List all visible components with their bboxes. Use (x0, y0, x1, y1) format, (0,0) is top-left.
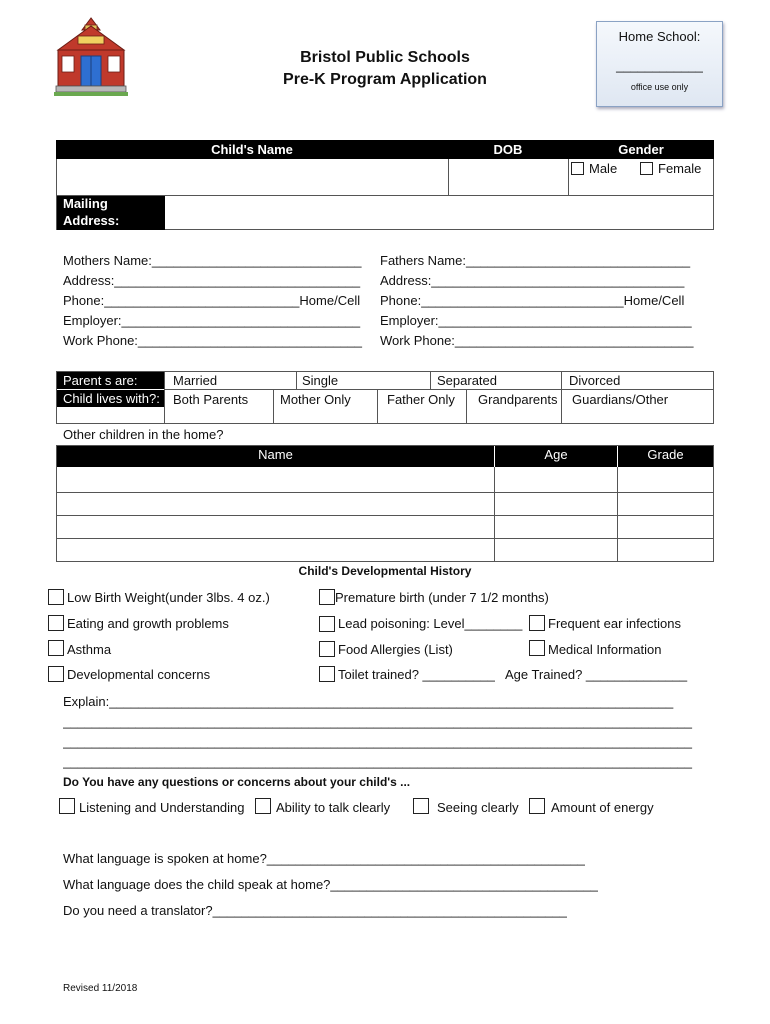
lead-poisoning-checkbox[interactable] (319, 616, 335, 632)
option-grandparents[interactable]: Grandparents (478, 392, 558, 407)
male-label: Male (589, 161, 618, 176)
explain-line-3[interactable]: _______________________________________________________________________________________ (63, 754, 693, 769)
mother-phone-field[interactable]: Phone:___________________________Home/Cell (63, 293, 361, 308)
explain-line-1[interactable]: _______________________________________________________________________________________ (63, 714, 693, 729)
language-child-field[interactable]: What language does the child speak at home?_____________________________________ (63, 877, 598, 892)
male-checkbox[interactable] (571, 162, 584, 175)
option-single[interactable]: Single (302, 373, 339, 388)
header-age-text: Age (544, 447, 568, 462)
low-birth-weight-checkbox[interactable] (48, 589, 64, 605)
parents-are-label: Parent s are: (57, 372, 164, 389)
father-phone-field[interactable]: Phone:____________________________Home/Cell (380, 293, 685, 308)
listening-checkbox[interactable] (59, 798, 75, 814)
table-row[interactable] (57, 493, 713, 515)
header-name-text: Name (258, 447, 293, 462)
lead-poisoning-label: Lead poisoning: Level________ (338, 616, 523, 631)
ear-infections-label: Frequent ear infections (548, 616, 681, 631)
childs-name-field[interactable] (57, 160, 447, 194)
father-name-field[interactable]: Fathers Name:_______________________________ (380, 253, 691, 268)
father-address-field[interactable]: Address:___________________________________ (380, 273, 685, 288)
listening-label: Listening and Understanding (79, 800, 245, 815)
table-header-age (495, 446, 617, 467)
office-use-note: office use only (630, 82, 689, 92)
talk-clearly-label: Ability to talk clearly (276, 800, 391, 815)
toilet-trained-label: Toilet trained? __________ Age Trained? ______________ (338, 667, 688, 682)
mother-employer-field[interactable]: Employer:_________________________________ (63, 313, 361, 328)
talk-clearly-checkbox[interactable] (255, 798, 271, 814)
food-allergies-label: Food Allergies (List) (338, 642, 453, 657)
revised-date: Revised 11/2018 (63, 983, 138, 994)
table-header-name (57, 446, 494, 467)
option-both-parents[interactable]: Both Parents (173, 392, 249, 407)
eating-growth-label: Eating and growth problems (67, 616, 229, 631)
ear-infections-checkbox[interactable] (529, 615, 545, 631)
table-header-grade (618, 446, 713, 467)
mailing-label-line2: Address: (63, 213, 120, 228)
table-row[interactable] (57, 468, 713, 491)
father-work-phone-field[interactable]: Work Phone:_________________________________ (380, 333, 694, 348)
explain-field[interactable]: Explain:______________________________________________________________________________ (63, 694, 674, 709)
developmental-concerns-label: Developmental concerns (67, 667, 211, 682)
premature-birth-checkbox[interactable] (319, 589, 335, 605)
asthma-checkbox[interactable] (48, 640, 64, 656)
schoolhouse-logo (52, 16, 130, 98)
mailing-address-field[interactable] (166, 196, 713, 229)
premature-birth-label: Premature birth (under 7 1/2 months) (335, 590, 549, 605)
school-name: Bristol Public Schools (300, 49, 470, 66)
gender-header (568, 140, 714, 159)
explain-line-2[interactable]: _______________________________________________________________________________________ (63, 734, 693, 749)
mailing-label-line1: Mailing (63, 196, 108, 211)
seeing-clearly-label: Seeing clearly (437, 800, 519, 815)
medical-info-label: Medical Information (548, 642, 662, 657)
father-employer-field[interactable]: Employer:___________________________________ (380, 313, 692, 328)
energy-label: Amount of energy (551, 800, 654, 815)
energy-checkbox[interactable] (529, 798, 545, 814)
female-label: Female (658, 161, 702, 176)
option-mother-only[interactable]: Mother Only (280, 392, 351, 407)
option-father-only[interactable]: Father Only (387, 392, 455, 407)
seeing-clearly-checkbox[interactable] (413, 798, 429, 814)
dob-field[interactable] (449, 160, 567, 194)
dob-header-text: DOB (493, 142, 523, 157)
childs-name-header (56, 140, 448, 159)
eating-growth-checkbox[interactable] (48, 615, 64, 631)
office-use-box (596, 21, 723, 107)
table-row[interactable] (57, 516, 713, 538)
other-children-intro: Other children in the home? (63, 427, 224, 442)
dob-header (448, 140, 568, 159)
header-grade-text: Grade (647, 447, 684, 462)
female-checkbox[interactable] (640, 162, 653, 175)
option-divorced[interactable]: Divorced (569, 373, 621, 388)
option-guardians-other[interactable]: Guardians/Other (572, 392, 669, 407)
translator-field[interactable]: Do you need a translator?_________________________________________________ (63, 903, 567, 918)
form-title: Pre-K Program Application (283, 71, 487, 88)
language-home-field[interactable]: What language is spoken at home?____________________________________________ (63, 851, 585, 866)
option-married[interactable]: Married (173, 373, 218, 388)
table-row[interactable] (57, 539, 713, 561)
low-birth-weight-label: Low Birth Weight(under 3lbs. 4 oz.) (67, 590, 270, 605)
gender-header-text: Gender (618, 142, 664, 157)
toilet-trained-checkbox[interactable] (319, 666, 335, 682)
asthma-label: Asthma (67, 642, 112, 657)
mailing-address-label (57, 196, 165, 230)
option-separated[interactable]: Separated (437, 373, 497, 388)
home-school-blank[interactable]: ____________ (616, 58, 703, 73)
concerns-question: Do You have any questions or concerns about your child's ... (63, 775, 411, 789)
medical-info-checkbox[interactable] (529, 640, 545, 656)
food-allergies-checkbox[interactable] (319, 641, 335, 657)
mother-address-field[interactable]: Address:__________________________________ (63, 273, 361, 288)
mother-name-field[interactable]: Mothers Name:_____________________________ (63, 253, 362, 268)
childs-name-header-text: Child's Name (211, 142, 293, 157)
home-school-label: Home School: (618, 29, 701, 44)
developmental-concerns-checkbox[interactable] (48, 666, 64, 682)
child-lives-with-label: Child lives with?: (57, 390, 164, 407)
mother-work-phone-field[interactable]: Work Phone:_______________________________ (63, 333, 363, 348)
dev-history-title: Child's Developmental History (298, 564, 472, 578)
